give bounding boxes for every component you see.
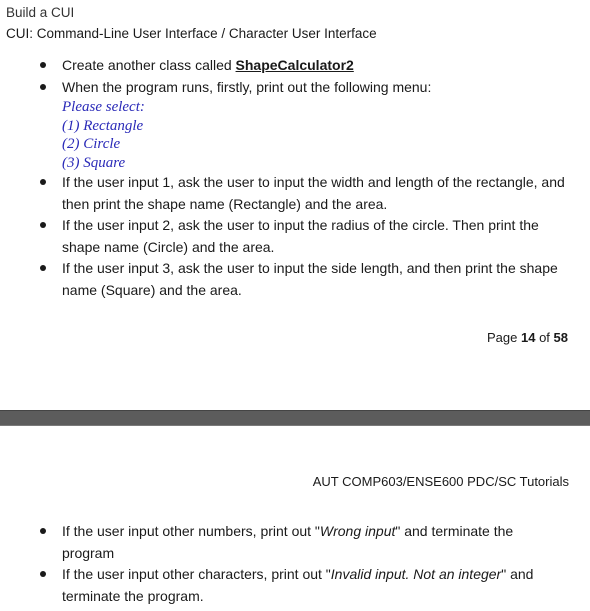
list-item-text: If the user input 3, ask the user to input the side length, and then print the shape name (Square) and the area. (62, 260, 558, 298)
page-label: Page (486, 330, 518, 345)
section-title: Build a CUI (6, 5, 75, 20)
current-page: 14 (520, 330, 536, 345)
menu-option-rectangle: (1) Rectangle (62, 117, 144, 134)
menu-option-square: (3) Square (62, 154, 126, 171)
menu-option-circle: (2) Circle (62, 136, 121, 152)
document-page-bottom (0, 426, 590, 611)
running-header: AUT COMP603/ENSE600 PDC/SC Tutorials (312, 474, 569, 489)
list-item (39, 172, 569, 215)
instruction-list (39, 55, 569, 301)
page-number (487, 330, 568, 345)
list-item (39, 258, 569, 301)
total-pages: 58 (553, 330, 568, 345)
list-item (39, 521, 569, 564)
list-item-text: If the user input other numbers, print out " (62, 523, 320, 539)
list-item-text: " and terminate the program. (62, 566, 534, 604)
list-item-text: If the user input other characters, print out " (62, 566, 331, 582)
menu-block (62, 98, 569, 172)
output-message: Wrong input (319, 523, 396, 539)
page-separator (0, 410, 590, 426)
class-name: ShapeCalculator2 (235, 57, 354, 73)
list-item-text: Create another class called (62, 57, 236, 73)
list-item-text: When the program runs, firstly, print out the following menu: (62, 78, 432, 95)
menu-prompt: Please select: (62, 99, 145, 115)
list-item (39, 564, 569, 607)
list-item (39, 77, 569, 173)
instruction-list-continued (39, 521, 569, 607)
list-item (39, 215, 569, 258)
of-label: of (539, 330, 550, 345)
list-item-text: " and terminate the program (62, 523, 514, 561)
list-item-text: If the user input 1, ask the user to input the width and length of the rectangle, and then print the shape name (Rectangle) and the area. (62, 174, 565, 212)
list-item-text: If the user input 2, ask the user to input the radius of the circle. Then print the shape name (Circle) and the area. (62, 217, 539, 255)
output-message: Invalid input. Not an integer (330, 566, 502, 582)
list-item (39, 55, 569, 77)
section-subtitle: CUI: Command-Line User Interface / Character User Interface (6, 26, 377, 41)
